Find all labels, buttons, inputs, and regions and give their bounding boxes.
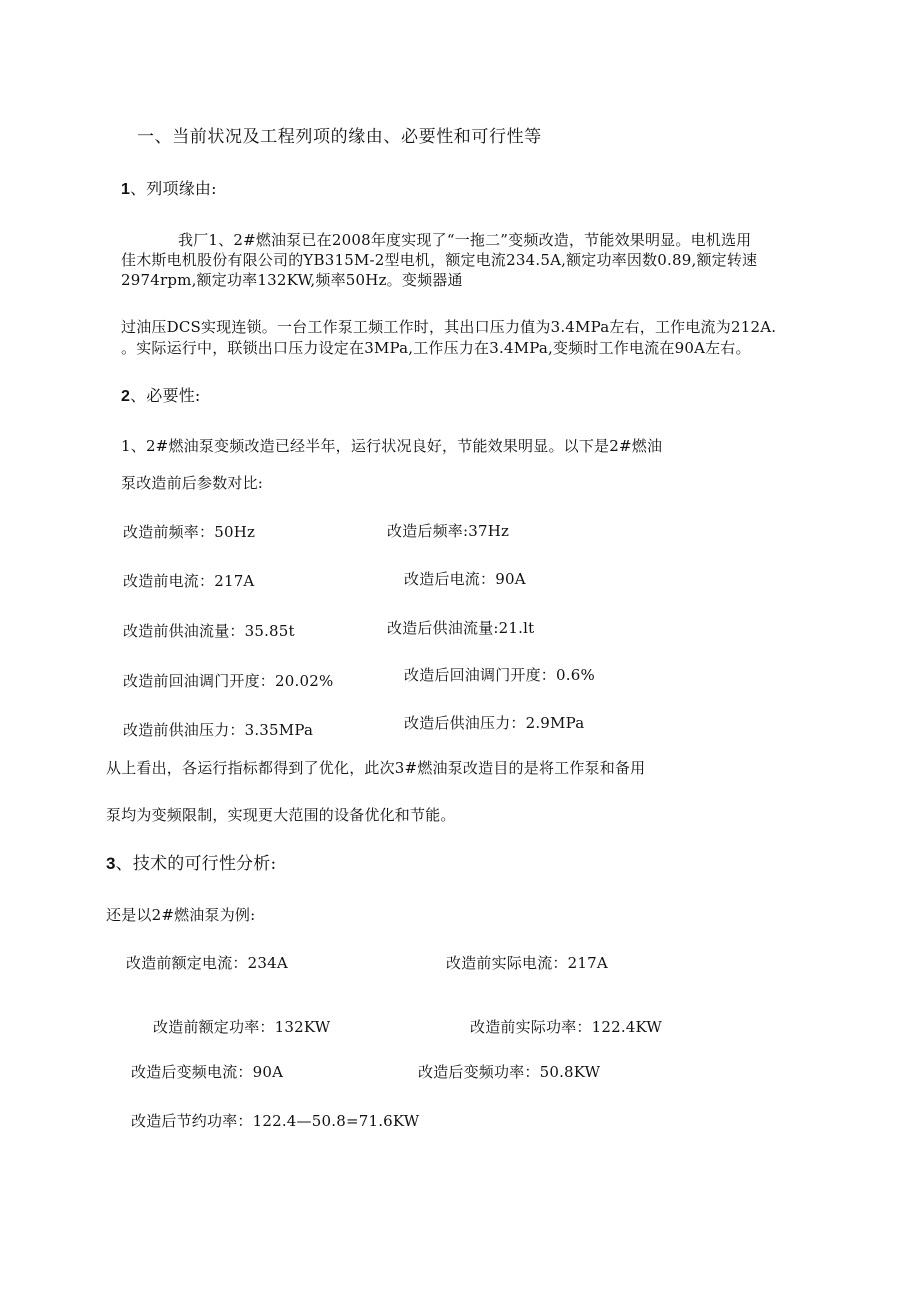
compare-after: 改造后回油调门开度：0.6% <box>404 666 595 684</box>
compare-before: 改造前供油流量：35.85t <box>123 622 295 640</box>
compare-after: 改造后电流：90A <box>404 570 526 588</box>
heading-text: 、必要性: <box>130 386 201 405</box>
feasibility-item: 改造前额定电流：234A <box>126 954 288 972</box>
compare-before: 改造前频率：50Hz <box>123 523 256 541</box>
heading-text: 、技术的可行性分析: <box>115 854 277 874</box>
feasibility-item: 改造前额定功率：132KW <box>153 1018 331 1036</box>
compare-before: 改造前回油调门开度：20.02% <box>123 672 334 690</box>
paragraph-line: 还是以2#燃油泵为例: <box>106 906 256 924</box>
paragraph-line: 泵均为变频限制，实现更大范围的设备优化和节能。 <box>106 806 456 824</box>
compare-before: 改造前电流：217A <box>123 572 255 590</box>
paragraph-line: 1、2#燃油泵变频改造已经半年，运行状况良好，节能效果明显。以下是2#燃油 <box>121 437 663 455</box>
heading-number: 3 <box>106 854 116 873</box>
heading-number: 2 <box>121 388 131 405</box>
heading-text: 、列项缘由: <box>130 179 217 198</box>
compare-after: 改造后供油流量:21.lt <box>387 619 535 637</box>
paragraph-line: 泵改造前后参数对比: <box>121 474 264 492</box>
heading-feasibility <box>106 855 276 873</box>
paragraph-line: 我厂1、2#燃油泵已在2008年度实现了“一拖二”变频改造，节能效果明显。电机选用 <box>178 231 752 249</box>
heading-number: 1 <box>121 181 131 198</box>
heading-necessity <box>121 387 201 406</box>
paragraph-line: 2974rpm,额定功率132KW,频率50Hz。变频器通 <box>121 271 463 289</box>
compare-after: 改造后频率:37Hz <box>387 522 510 540</box>
paragraph-line: 。实际运行中，联锁出口压力设定在3MPa,工作压力在3.4MPa,变频时工作电流在90A左右。 <box>121 339 751 357</box>
feasibility-item: 改造前实际电流：217A <box>446 954 608 972</box>
paragraph-line: 从上看出，各运行指标都得到了优化，此次3#燃油泵改造目的是将工作泵和备用 <box>106 759 646 777</box>
compare-before: 改造前供油压力：3.35MPa <box>123 721 314 739</box>
feasibility-item: 改造后变频电流：90A <box>131 1063 284 1081</box>
feasibility-item: 改造后节约功率：122.4—50.8=71.6KW <box>131 1112 420 1130</box>
feasibility-item: 改造前实际功率：122.4KW <box>470 1018 663 1036</box>
compare-after: 改造后供油压力：2.9MPa <box>404 714 585 732</box>
feasibility-item: 改造后变频功率：50.8KW <box>418 1063 601 1081</box>
paragraph-line: 佳木斯电机股份有限公司的YB315M-2型电机，额定电流234.5A,额定功率因数0.89,额定转速 <box>121 251 758 269</box>
section-title: 一、当前状况及工程列项的缘由、必要性和可行性等 <box>137 127 542 147</box>
paragraph-line: 过油压DCS实现连锁。一台工作泵工频工作时，其出口压力值为3.4MPa左右，工作电流为212A. <box>121 318 777 336</box>
heading-reason <box>121 180 217 199</box>
